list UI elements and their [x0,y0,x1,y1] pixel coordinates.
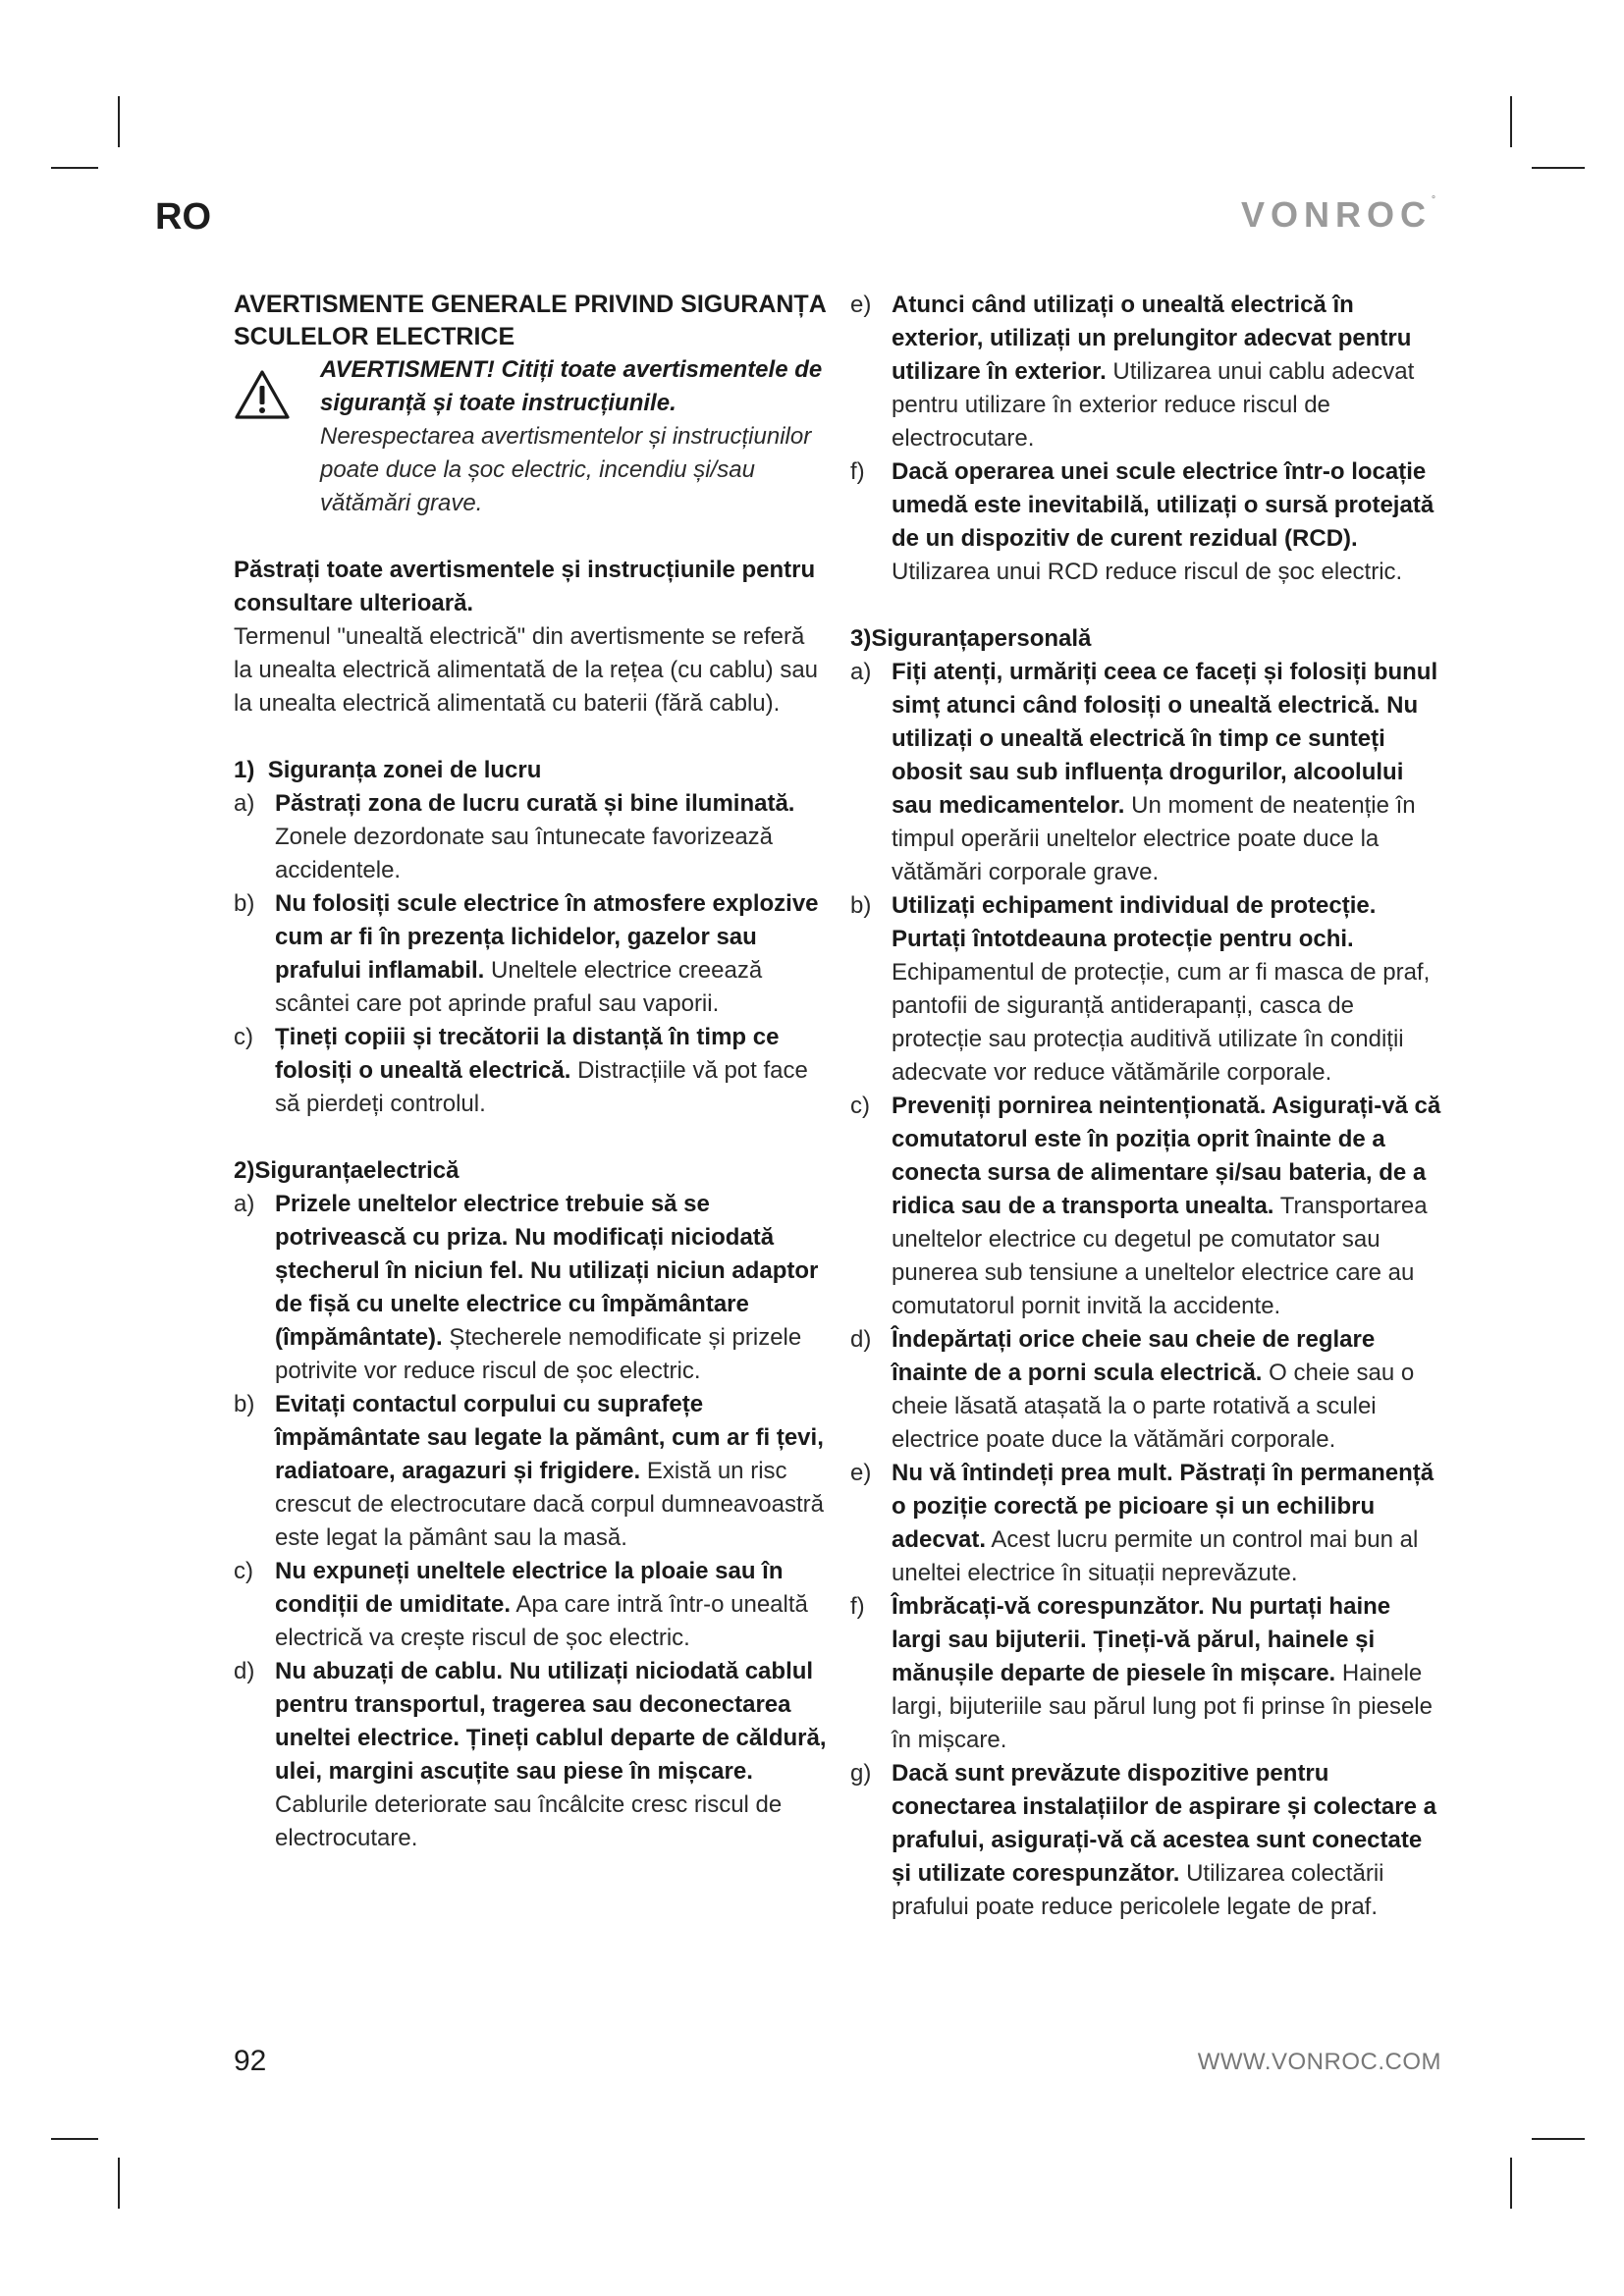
section-heading-work-area [234,754,827,787]
crop-mark [118,2158,120,2209]
language-code: RO [155,196,211,238]
crop-mark [51,2138,98,2140]
item-letter: a) [850,659,872,685]
list-item [850,1090,1443,1323]
list-item [234,787,827,887]
item-letter: b) [850,892,872,919]
item-bold-text: Fiți atenți, urmăriți ceea ce faceți și folosiți bunul simț atunci când folosiți o unealtă electrică. Nu utilizați o unealtă electrică în timp ce sunteți obosit sau sub influența drogurilor, alcoolului sau medicamentelor. [892,659,1438,819]
list-item [850,455,1443,589]
item-letter: a) [234,1191,255,1217]
item-letter: c) [234,1024,253,1050]
item-text: Utilizarea unui RCD reduce riscul de șoc electric. [892,559,1403,585]
item-letter: c) [850,1093,870,1119]
list-item [850,1757,1443,1924]
list-item [234,1655,827,1855]
list-item [850,1590,1443,1757]
section-heading-personal: 3)Siguranțapersonală [850,625,1092,652]
item-letter: g) [850,1760,872,1787]
warning-triangle-icon [234,369,291,430]
item-bold-text: Atunci când utilizați o unealtă electrică în exterior, utilizați un prelungitor adecvat pentru utilizare în exterior. [892,292,1412,385]
list-item [850,289,1443,455]
item-letter: f) [850,1593,865,1620]
list-item [850,1457,1443,1590]
list-item [850,1323,1443,1457]
item-text: Distracțiile vă pot face să pierdeți controlul. [275,1057,808,1117]
warning-block [234,353,827,520]
keep-instructions-text: Păstrați toate avertismentele și instrucțiunile pentru consultare ulterioară. [234,557,816,616]
item-letter: d) [850,1326,872,1353]
item-letter: f) [850,458,865,485]
item-letter: e) [850,1460,872,1486]
item-text: Cablurile deteriorate sau încâlcite cresc riscul de electrocutare. [275,1791,783,1851]
item-letter: b) [234,1391,255,1417]
item-bold-text: Nu vă întindeți prea mult. Păstrați în permanență o poziție corectă pe picioare și un echilibru adecvat. [892,1460,1435,1553]
item-text: Echipamentul de protecție, cum ar fi masca de praf, pantofii de siguranță antiderapanți, casca de protecție sau protecția auditivă utilizate în condiții adecvate vor reduce vătămările corporale. [892,959,1431,1086]
item-bold-text: Nu abuzați de cablu. Nu utilizați niciodată cablul pentru transportul, tragerea sau deconectarea uneltei electrice. Țineți cablul departe de căldură, ulei, margini ascuțite sau piese în mișcare. [275,1658,827,1785]
list-item [234,1388,827,1555]
list-item [234,1021,827,1121]
brand-name: VONROC [1241,194,1433,235]
crop-mark [1510,96,1512,147]
item-text: Acest lucru permite un control mai bun al uneltei electrice în situații neprevăzute. [892,1526,1419,1586]
term-definition-text: Termenul "unealtă electrică" din avertismente se referă la unealta electrică alimentată de la rețea (cu cablu) sau la unealta electrică alimentată cu baterii (fără cablu). [234,623,819,717]
website-url: WWW.VONROC.COM [1197,2049,1441,2075]
crop-mark [51,167,98,169]
item-bold-text: Păstrați zona de lucru curată și bine iluminată. [275,790,795,817]
item-text: Utilizarea unui cablu adecvat pentru utilizare în exterior reduce riscul de electrocutare. [892,358,1415,452]
item-text: Apa care intră într-o unealtă electrică va crește riscul de șoc electric. [275,1591,808,1651]
item-bold-text: Dacă operarea unei scule electrice într-o locație umedă este inevitabilă, utilizați o sursă protejată de un dispozitiv de curent rezidual (RCD). [892,458,1435,552]
item-letter: e) [850,292,872,318]
item-bold-text: Îmbrăcați-vă corespunzător. Nu purtați haine largi sau bijuterii. Țineți-vă părul, hainele și mănușile departe de piesele în mișcare. [892,1593,1391,1686]
crop-mark [1510,2158,1512,2209]
item-bold-text: Evitați contactul corpului cu suprafețe împământate sau legate la pământ, cum ar fi țevi, radiatoare, aragazuri și frigidere. [275,1391,824,1484]
item-letter: c) [234,1558,253,1584]
item-letter: a) [234,790,255,817]
list-item [234,1555,827,1655]
list-item [850,889,1443,1090]
left-column [234,289,827,1855]
item-bold-text: Nu expuneți uneltele electrice la ploaie sau în condiții de umiditate. [275,1558,784,1618]
section-number: 1) [234,757,255,783]
item-text: Transportarea uneltelor electrice cu degetul pe comutator sau punerea sub tensiune a uneltelor electrice care au comutatorul pornit invită la accidente. [892,1193,1428,1319]
section-heading-text: Siguranța zonei de lucru [267,757,542,783]
section-title: AVERTISMENTE GENERALE PRIVIND SIGURANȚA SCULELOR ELECTRICE [234,291,826,350]
item-bold-text: Prizele uneltelor electrice trebuie să se potrivească cu priza. Nu modificați niciodată ștecherul în niciun fel. Nu utilizați niciun adaptor de fișă cu unelte electrice cu împământare (împământate). [275,1191,819,1351]
item-bold-text: Țineți copiii și trecătorii la distanță în timp ce folosiți o unealtă electrică. [275,1024,780,1084]
crop-mark [118,96,120,147]
list-item [850,656,1443,889]
warning-text: Nerespectarea avertismentelor și instrucțiunilor poate duce la șoc electric, incendiu și/sau vătămări grave. [320,423,812,516]
item-bold-text: Dacă sunt prevăzute dispozitive pentru conectarea instalațiilor de aspirare și colectare a prafului, asigurați-vă că acestea sunt conectate și utilizate corespunzător. [892,1760,1436,1887]
item-letter: d) [234,1658,255,1684]
item-letter: b) [234,890,255,917]
item-text: O cheie sau o cheie lăsată atașată la o parte rotativă a sculei electrice poate duce la vătămări corporale. [892,1360,1415,1453]
item-text: Ștecherele nemodificate și prizele potrivite vor reduce riscul de șoc electric. [275,1324,802,1384]
list-item [234,887,827,1021]
item-bold-text: Preveniți pornirea neintenționată. Asigurați-vă că comutatorul este în poziția oprit înainte de a conecta sursa de alimentare și/sau bateria, de a ridica sau de a transporta unealta. [892,1093,1441,1219]
item-bold-text: Utilizați echipament individual de protecție. Purtați întotdeauna protecție pentru ochi. [892,892,1377,952]
item-text: Hainele largi, bijuteriile sau părul lung pot fi prinse în piesele în mișcare. [892,1660,1433,1753]
item-text: Există un risc crescut de electrocutare dacă corpul dumneavoastră este legat la pământ sau la masă. [275,1458,824,1551]
brand-mark: ° [1432,194,1436,205]
brand-logo [1241,194,1435,236]
warning-bold-text: AVERTISMENT! Citiți toate avertismentele de siguranță și toate instrucțiunile. [320,356,823,416]
crop-mark [1532,167,1585,169]
page-number: 92 [234,2045,267,2077]
crop-mark [1532,2138,1585,2140]
item-bold-text: Îndepărtați orice cheie sau cheie de reglare înainte de a porni scula electrică. [892,1326,1376,1386]
item-text: Zonele dezordonate sau întunecate favorizează accidentele. [275,824,774,883]
item-text: Uneltele electrice creează scântei care pot aprinde praful sau vaporii. [275,957,763,1017]
section-heading-electrical: 2)Siguranțaelectrică [234,1157,460,1184]
list-item [234,1188,827,1388]
item-text: Un moment de neatenție în timpul operării uneltelor electrice poate duce la vătămări corporale grave. [892,792,1416,885]
item-bold-text: Nu folosiți scule electrice în atmosfere explozive cum ar fi în prezența lichidelor, gazelor sau prafului inflamabil. [275,890,819,984]
item-text: Utilizarea colectării prafului poate reduce pericolele legate de praf. [892,1860,1384,1920]
right-column [850,289,1443,1924]
